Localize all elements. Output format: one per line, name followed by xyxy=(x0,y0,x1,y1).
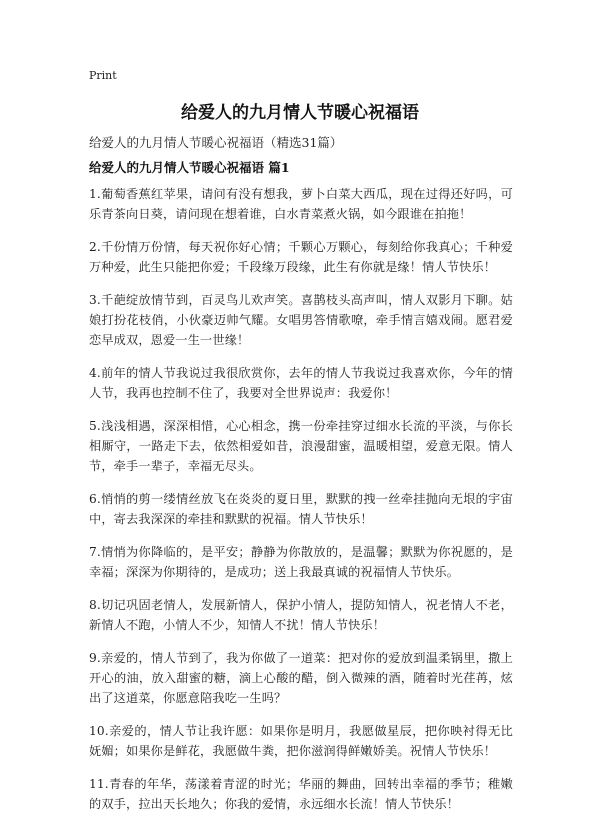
document-subtitle: 给爱人的九月情人节暖心祝福语（精选31篇） xyxy=(89,135,343,150)
paragraph-item: 7.情悄为你降临的，是平安；静静为你散放的，是温馨；默默为你祝愿的，是幸福；深深为你期待的，是成功；送上我最真诚的祝福情人节快乐。 xyxy=(89,545,513,579)
paragraph-list xyxy=(89,184,513,827)
print-link[interactable]: Print xyxy=(89,69,117,82)
paragraph-item: 6.悄悄的剪一缕情丝放飞在炎炎的夏日里，默默的拽一丝牵挂抛向无垠的宇宙中，寄去我深深的牵挂和默默的祝福。情人节快乐！ xyxy=(89,492,513,526)
paragraph-item: 5.浅浅相遇，深深相惜，心心相念，携一份牵挂穿过细水长流的平淡，与你长相厮守，一路走下去，依然相爱如昔，浪漫甜蜜，温暖相望，爱意无限。情人节，牵手一辈子，幸福无尽头。 xyxy=(89,419,513,473)
paragraph-item: 10.亲爱的，情人节让我许愿：如果你是明月，我愿做星辰，把你映衬得无比妩媚；如果你是鲜花，我愿做牛粪，把你滋润得鲜嫩娇美。祝情人节快乐！ xyxy=(89,724,513,758)
paragraph-item: 9.亲爱的，情人节到了，我为你做了一道菜：把对你的爱放到温柔锅里，撒上开心的油，放入甜蜜的糖，滴上心酸的醋，倒入微辣的酒，随着时光荏苒，炫出了这道菜，你愿意陪我吃一生吗？ xyxy=(89,651,513,705)
section-heading: 给爱人的九月情人节暖心祝福语 篇1 xyxy=(89,160,290,175)
paragraph-item: 4.前年的情人节我说过我很欣赏你，去年的情人节我说过我喜欢你，今年的情人节，我再也控制不住了，我要对全世界说声：我爱你！ xyxy=(89,366,513,400)
page-title: 给爱人的九月情人节暖心祝福语 xyxy=(181,103,419,123)
paragraph-item: 3.千葩绽放情节到，百灵鸟儿欢声笑。喜鹊枝头高声叫，情人双影月下聊。姑娘打扮花枝俏，小伙豪迈帅气耀。女唱男答情歌嘹，牵手情言嬉戏闹。愿君爱恋早成双，恩爱一生一世缘！ xyxy=(89,293,513,347)
paragraph-item: 2.千份情万份情，每天祝你好心情；千颗心万颗心，每刻给你我真心；千种爱万种爱，此生只能把你爱；千段缘万段缘，此生有你就是缘！情人节快乐！ xyxy=(89,240,513,274)
paragraph-item: 8.切记巩固老情人，发展新情人，保护小情人，提防知情人，祝老情人不老，新情人不跑，小情人不少，知情人不扰！情人节快乐！ xyxy=(89,598,513,632)
paragraph-item: 1.葡萄香蕉红苹果，请问有没有想我，萝卜白菜大西瓜，现在过得还好吗，可乐青茶向日葵，请问现在想着谁，白水青菜煮火锅，如今跟谁在拍拖！ xyxy=(89,187,513,221)
paragraph-item: 11.青春的年华，荡漾着青涩的时光；华丽的舞曲，回转出幸福的季节；稚嫩的双手，拉出天长地久；你我的爱情，永远细水长流！情人节快乐！ xyxy=(89,777,513,811)
